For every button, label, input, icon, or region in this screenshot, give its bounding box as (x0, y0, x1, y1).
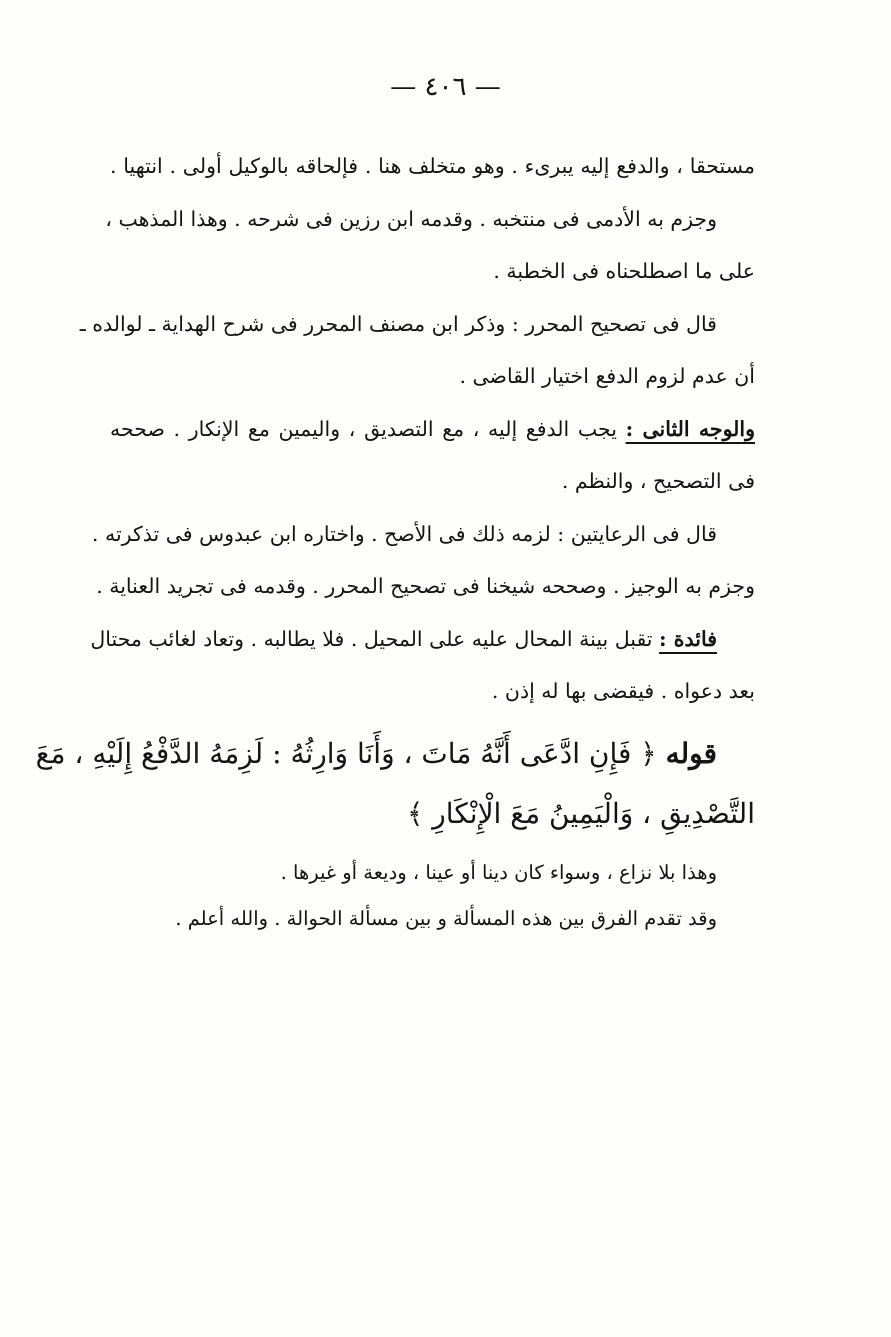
text-line: وجزم به الأدمى فى منتخبه . وقدمه ابن رزين فى شرحه . وهذا المذهب ، (105, 206, 717, 231)
text-line: فى التصحيح ، والنظم . (561, 469, 755, 493)
page-number: — ٤٠٦ — (390, 72, 501, 102)
text-line: مستحقا ، والدفع إليه يبرىء . وهو متخلف هنا . فإلحاقه بالوكيل أولى . انتهيا . (110, 154, 755, 178)
body-text (35, 140, 755, 942)
text-span: تقبل بينة المحال عليه على المحيل . فلا يطالبه . وتعاد لغائب محتال (90, 626, 660, 651)
quote-label: قوله (665, 736, 717, 770)
text-line: وقد تقدم الفرق بين هذه المسألة و بين مسألة الحوالة . والله أعلم . (175, 906, 717, 930)
text-line (90, 613, 755, 666)
text-line (110, 403, 755, 456)
text-line: وهذا بلا نزاع ، وسواء كان دينا أو عينا ، وديعة أو غيرها . (280, 860, 717, 884)
text-span: يجب الدفع إليه ، مع التصديق ، واليمين مع الإنكار . صححه (110, 416, 626, 441)
quote-span: ﴿ فَإِنِ ادَّعَى أَنَّهُ مَاتَ ، وَأَنَا وَارِثُهُ : لَزِمَهُ الدَّفْعُ إِلَيْهِ ، مَعَ (35, 736, 666, 770)
text-line: بعد دعواه . فيقضى بها له إذن . (491, 679, 755, 703)
quoted-text-line: التَّصْدِيقِ ، وَالْيَمِينُ مَعَ الْإِنْكَارِ ﴾ (406, 796, 755, 830)
text-line: على ما اصطلحناه فى الخطبة . (493, 259, 755, 283)
text-line: قال فى الرعايتين : لزمه ذلك فى الأصح . واختاره ابن عبدوس فى تذكرته . (91, 521, 717, 546)
text-line: وجزم به الوجيز . وصححه شيخنا فى تصحيح المحرر . وقدمه فى تجريد العناية . (96, 574, 755, 598)
text-line: أن عدم لزوم الدفع اختيار القاضى . (459, 364, 755, 388)
quoted-text-line (35, 724, 755, 784)
text-line: قال فى تصحيح المحرر : وذكر ابن مصنف المحرر فى شرح الهداية ـ لوالده ـ (79, 311, 717, 336)
section-term: فائدة : (659, 626, 717, 651)
section-term: والوجه الثانى : (625, 416, 755, 441)
